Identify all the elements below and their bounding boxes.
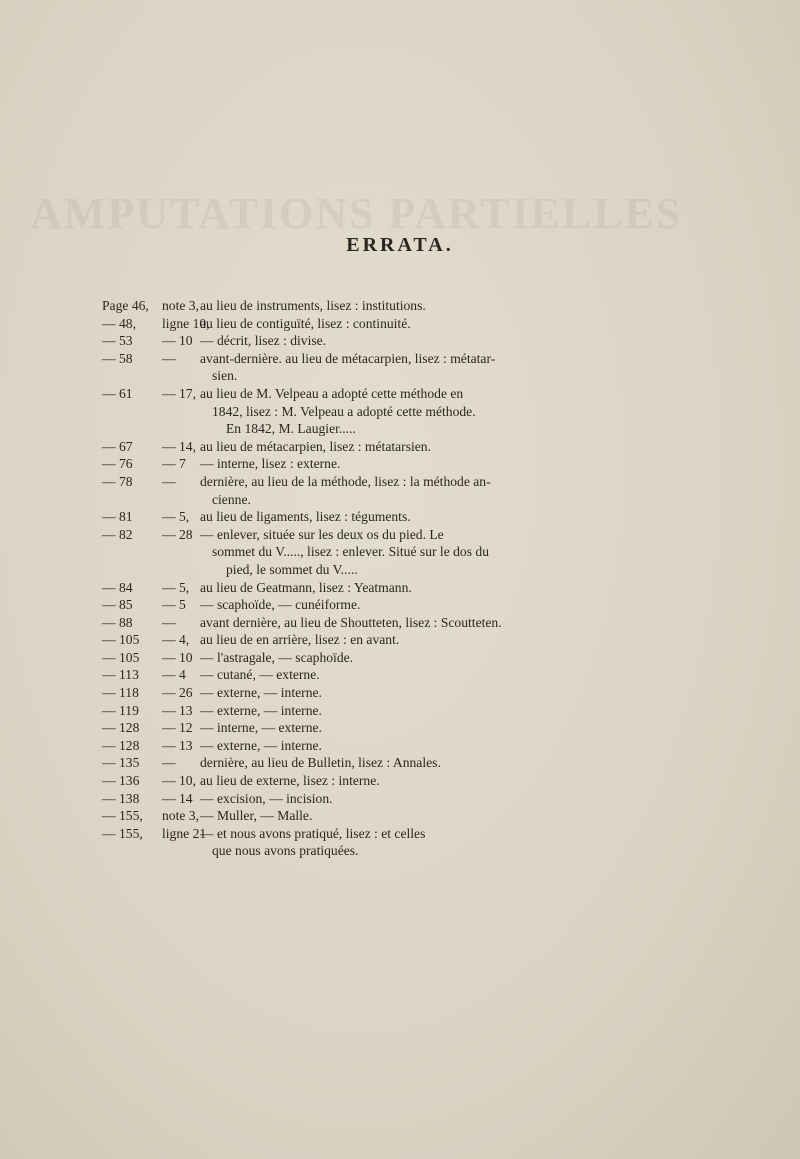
errata-correction: dernière, au lieu de Bulletin, lisez : Annales.: [200, 755, 441, 771]
errata-correction: dernière, au lieu de la méthode, lisez : la méthode an-: [200, 473, 491, 489]
errata-continuation: sommet du V....., lisez : enlever. Situé sur le dos du: [212, 544, 490, 560]
errata-line-ref: — 10: [162, 649, 193, 665]
errata-page-ref: — 155,: [102, 825, 143, 841]
errata-page-ref: — 84: [102, 579, 133, 595]
errata-correction: avant dernière, au lieu de Shoutteten, lisez : Scoutteten.: [200, 614, 502, 630]
errata-page-ref: — 113: [102, 667, 139, 683]
errata-page-ref: — 67: [102, 438, 133, 454]
errata-page-ref: — 136: [102, 773, 140, 789]
errata-entry: [102, 772, 572, 790]
errata-entry: [102, 754, 572, 772]
errata-line-ref: — 5,: [162, 579, 190, 595]
errata-page-ref: — 119: [102, 702, 139, 718]
errata-correction: — externe, — interne.: [200, 737, 322, 753]
errata-page-ref: — 118: [102, 685, 139, 701]
errata-entry: [102, 596, 572, 614]
errata-correction: au lieu de M. Velpeau a adopté cette méthode en: [200, 385, 464, 401]
errata-entry: [102, 666, 572, 684]
errata-page-ref: — 135: [102, 755, 140, 771]
errata-line-ref: — 17,: [162, 385, 196, 401]
page-title: ERRATA.: [346, 234, 454, 256]
errata-page-ref: — 138: [102, 790, 140, 806]
errata-correction: — cutané, — externe.: [200, 667, 320, 683]
errata-correction: — scaphoïde, — cunéiforme.: [200, 597, 361, 613]
errata-entry: [102, 825, 572, 843]
show-through-text: AMPUTATIONS PARTIELLES: [30, 189, 683, 238]
errata-entry: [102, 702, 572, 720]
errata-line-ref: — 26: [162, 685, 193, 701]
errata-line-ref: —: [162, 755, 176, 771]
errata-entry: [102, 737, 572, 755]
errata-entry: [102, 649, 572, 667]
errata-continuation: pied, le sommet du V.....: [226, 561, 358, 577]
errata-page-ref: — 85: [102, 597, 133, 613]
errata-correction: — interne, — externe.: [200, 720, 322, 736]
errata-entry: [102, 385, 572, 403]
errata-correction: — excision, — incision.: [200, 790, 333, 806]
errata-entry: [102, 315, 572, 333]
errata-line-ref: — 5,: [162, 509, 190, 525]
errata-line-ref: — 14: [162, 790, 193, 806]
errata-list: [102, 297, 572, 860]
errata-entry: [102, 438, 572, 456]
errata-correction: — l'astragale, — scaphoïde.: [200, 649, 354, 665]
errata-entry: [102, 790, 572, 808]
errata-entry: [102, 631, 572, 649]
errata-continuation: que nous avons pratiquées.: [212, 843, 359, 859]
errata-correction: — interne, lisez : externe.: [200, 456, 341, 472]
errata-page-ref: — 76: [102, 456, 133, 472]
errata-correction: au lieu de externe, lisez : interne.: [200, 773, 380, 789]
errata-correction: au lieu de Geatmann, lisez : Yeatmann.: [200, 579, 412, 595]
errata-line-ref: — 4: [162, 667, 186, 683]
errata-page-ref: — 78: [102, 473, 133, 489]
errata-correction: — et nous avons pratiqué, lisez : et celles: [200, 825, 426, 841]
errata-entry: [102, 332, 572, 350]
errata-line-ref: note 3,: [162, 808, 199, 824]
errata-line-ref: — 13: [162, 702, 193, 718]
errata-line-ref: — 13: [162, 737, 193, 753]
errata-correction: au lieu de contiguïté, lisez : continuité.: [200, 315, 411, 331]
errata-line-ref: — 7: [162, 456, 186, 472]
errata-page-ref: — 128: [102, 720, 140, 736]
errata-entry: [102, 614, 572, 632]
errata-entry: [102, 455, 572, 473]
errata-page-ref: — 58: [102, 350, 133, 366]
errata-entry: [102, 526, 572, 544]
errata-line-ref: — 5: [162, 597, 186, 613]
errata-page-ref: — 88: [102, 614, 133, 630]
errata-line-ref: ligne 10,: [162, 315, 210, 331]
errata-continuation: 1842, lisez : M. Velpeau a adopté cette méthode.: [212, 403, 476, 419]
errata-correction: au lieu de en arrière, lisez : en avant.: [200, 632, 400, 648]
errata-line-ref: — 14,: [162, 438, 196, 454]
errata-page-ref: — 61: [102, 385, 133, 401]
errata-correction: — externe, — interne.: [200, 702, 322, 718]
errata-line-ref: ligne 21: [162, 825, 207, 841]
errata-entry: [102, 297, 572, 315]
errata-correction: — enlever, située sur les deux os du pied. Le: [200, 526, 444, 542]
errata-page-ref: — 105: [102, 632, 140, 648]
errata-entry: [102, 508, 572, 526]
errata-line-ref: — 10,: [162, 773, 196, 789]
errata-line-ref: — 12: [162, 720, 193, 736]
errata-line-ref: — 10: [162, 333, 193, 349]
errata-continuation: En 1842, M. Laugier.....: [226, 421, 356, 437]
errata-line-ref: — 4,: [162, 632, 190, 648]
errata-correction: — externe, — interne.: [200, 685, 322, 701]
errata-continuation: sien.: [212, 368, 238, 384]
errata-entry: [102, 807, 572, 825]
errata-correction: au lieu de ligaments, lisez : téguments.: [200, 509, 411, 525]
errata-line-ref: —: [162, 614, 176, 630]
errata-correction: — décrit, lisez : divise.: [200, 333, 327, 349]
errata-page-ref: — 155,: [102, 808, 143, 824]
errata-correction: avant-dernière. au lieu de métacarpien, lisez : métatar-: [200, 350, 496, 366]
errata-entry: [102, 719, 572, 737]
errata-page-ref: — 105: [102, 649, 140, 665]
errata-page-ref: — 48,: [102, 315, 136, 331]
errata-entry: [102, 684, 572, 702]
errata-page-ref: — 81: [102, 509, 133, 525]
errata-correction: au lieu de instruments, lisez : institutions.: [200, 298, 426, 313]
errata-page-ref: — 53: [102, 333, 133, 349]
errata-page-ref: Page 46,: [102, 298, 149, 313]
errata-correction: au lieu de métacarpien, lisez : métatarsien.: [200, 438, 431, 454]
errata-entry: [102, 579, 572, 597]
errata-correction: — Muller, — Malle.: [200, 808, 313, 824]
errata-entry: [102, 350, 572, 368]
errata-line-ref: —: [162, 473, 176, 489]
errata-line-ref: note 3,: [162, 298, 199, 313]
errata-continuation: cienne.: [212, 491, 251, 507]
errata-entry: [102, 473, 572, 491]
errata-page-ref: — 82: [102, 526, 133, 542]
errata-line-ref: —: [162, 350, 176, 366]
errata-page-ref: — 128: [102, 737, 140, 753]
errata-line-ref: — 28: [162, 526, 193, 542]
